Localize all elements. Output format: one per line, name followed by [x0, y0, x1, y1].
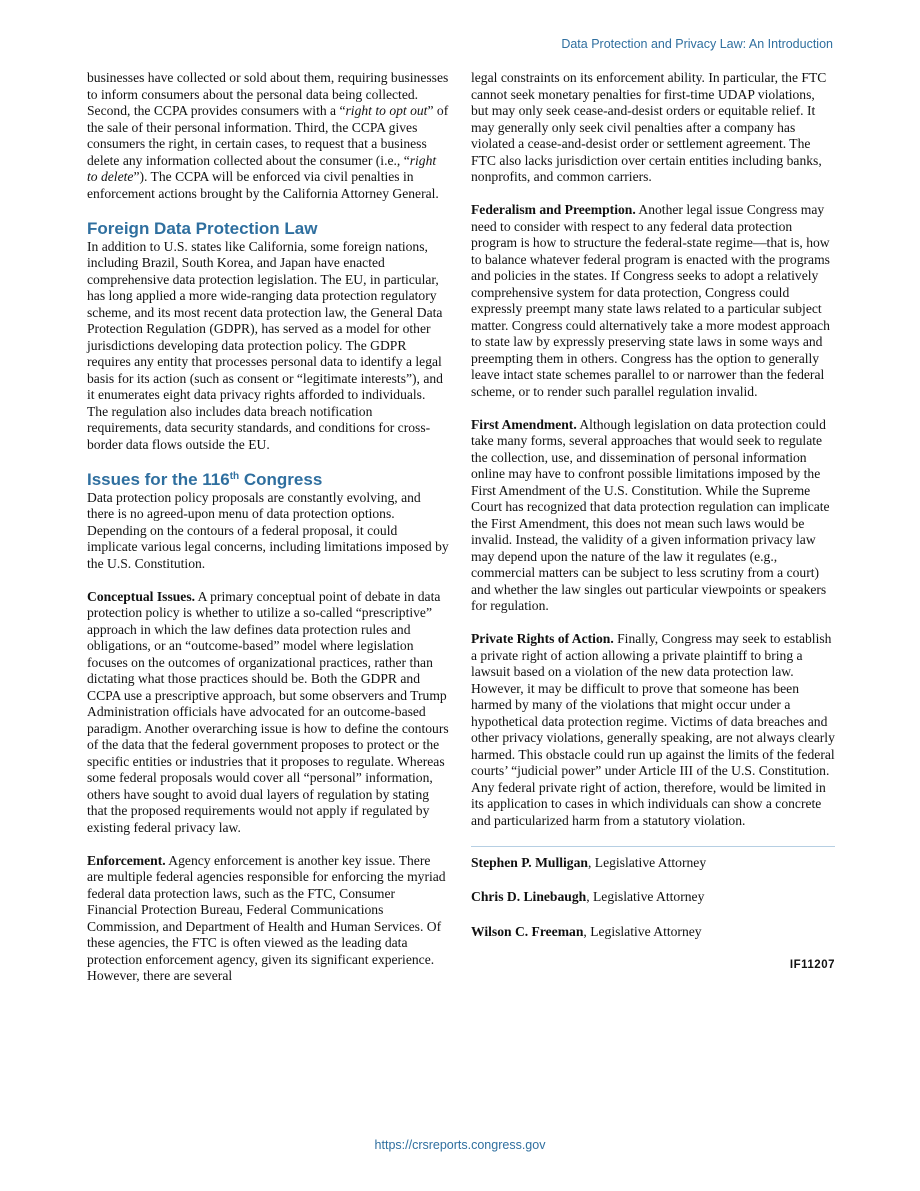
enforcement-continued-paragraph: legal constraints on its enforcement ability. In particular, the FTC cannot seek monetary penalties for first-time UDAP violations, but may only seek cease-and-desist orders or equitable relief. It may generally only seek civil penalties after a company has violated a cease-and-desist order or settlement agreement. The FTC also lacks jurisdiction over certain entities including banks, nonprofits, and common carriers. — [471, 70, 827, 184]
author-line — [471, 888, 835, 906]
intro-paragraph — [87, 70, 449, 202]
intro-text-2: ” of the sale of their personal information. Third, the CCPA gives consumers the right, in certain cases, to request that a business delete any information collected about the consumer (i.e., “ — [87, 103, 449, 168]
foreign-law-heading: Foreign Data Protection Law — [87, 218, 318, 238]
first-amendment-lead: First Amendment. — [471, 416, 577, 432]
intro-text-1: businesses have collected or sold about them, requiring businesses to inform consumers about the personal data being collected. Second, the CCPA provides consumers with a “ — [87, 70, 449, 118]
author-divider — [471, 846, 835, 847]
private-rights-lead: Private Rights of Action. — [471, 631, 614, 646]
conceptual-issues-lead: Conceptual Issues. — [87, 588, 196, 604]
enforcement-paragraph — [87, 853, 449, 985]
foreign-law-paragraph: In addition to U.S. states like California, some foreign nations, including Brazil, South Korea, and Japan have enacted comprehensive data protection legislation. The EU, in particular, has long applied a more wide-ranging data protection regulatory scheme, and its most recent data protection law, the General Data Protection Regulation (GDPR), has served as a model for other jurisdictions developing data protection policy. The GDPR requires any entity that processes personal data to identify a legal basis for its action (such as consent or “legitimate interests”), and it enumerates eight data privacy rights afforded to individuals. The regulation also includes data breach notification requirements, data security standards, and conditions for cross-border data flows outside the EU. — [87, 238, 443, 452]
author-name: Stephen P. Mulligan — [471, 854, 588, 870]
issues-paragraph: Data protection policy proposals are constantly evolving, and there is no agreed-upon menu of data protection options. Depending on the contours of a federal proposal, it could implicate various legal concerns, including limitations imposed by the U.S. Constitution. — [87, 489, 449, 571]
author-title: , Legislative Attorney — [583, 923, 702, 939]
issues-heading-post: Congress — [239, 469, 323, 489]
federalism-paragraph — [471, 202, 835, 400]
enforcement-body: Agency enforcement is another key issue. There are multiple federal agencies responsible for enforcing the myriad federal data protection laws, such as the FTC, Consumer Financial Protection Bureau, Federal Communications Commission, and Department of Health and Human Services. Of these agencies, the FTC is often viewed as the leading data protection enforcement agency, given its significant experience. However, there are several — [87, 852, 446, 983]
intro-text-3: ”). The CCPA will be enforced via civil penalties in enforcement actions brought by the California Attorney General. — [87, 169, 439, 201]
issues-heading — [87, 470, 449, 490]
report-id: IF11207 — [789, 959, 835, 971]
author-name: Wilson C. Freeman — [471, 923, 584, 939]
first-amendment-body: Although legislation on data protection could take many forms, several approaches that would seek to regulate the collection, use, and dissemination of personal information online may have to confront possible limitations imposed by the First Amendment of the U.S. Constitution. While the Supreme Court has recognized that data protection regulation can implicate the First Amendment, this does not mean such laws would be invalid. Instead, the validity of a given information privacy law may depend upon the nature of the law it regulates (e.g., commercial matters can be subject to less scrutiny from a court) and whether the law singles out particular viewpoints or speakers for regulation. — [471, 416, 830, 613]
author-name: Chris D. Linebaugh — [471, 889, 587, 904]
private-rights-paragraph — [471, 631, 835, 829]
issues-heading-sup: th — [229, 470, 240, 482]
federalism-body: Another legal issue Congress may need to consider with respect to any federal data protection program is how to structure the federal-state regime—that is, how to balance whatever federal program is enacted with the programs and policies in the states. If Congress seeks to adopt a relatively comprehensive system for data protection, Congress could expressly preempt many state laws related to a particular subject matter. Congress could alternatively take a more modest approach to state law by expressly preserving state laws in some ways and preempting them in others. Congress has the option to generally leave intact state schemes parallel to or narrower than the federal scheme, or to render such parallel regulation invalid. — [471, 202, 830, 399]
private-rights-body: Finally, Congress may seek to establish a private right of action allowing a private plaintiff to bring a lawsuit based on a violation of the new data protection law. However, it may be difficult to prove that someone has been harmed by many of the violations that might occur under a hypothetical data protection regime. Victims of data breaches and other privacy violations, generally speaking, are not always clearly harmed. This obstacle could run up against the limits of the federal courts’ “judicial power” under Article III of the U.S. Constitution. Any federal private right of action, therefore, would be limited in its application to cases in which individuals can show a concrete and particularized harm from a statutory violation. — [471, 631, 835, 828]
footer-url-link[interactable]: https://crsreports.congress.gov — [374, 1138, 546, 1152]
running-header-title: Data Protection and Privacy Law: An Introduction — [561, 37, 833, 51]
author-title: , Legislative Attorney — [587, 854, 707, 870]
issues-heading-pre: Issues for the 116 — [87, 469, 230, 489]
enforcement-lead: Enforcement. — [87, 852, 166, 868]
intro-italic-opt-out: right to opt out — [345, 103, 428, 118]
author-title: , Legislative Attorney — [586, 889, 705, 904]
first-amendment-paragraph — [471, 417, 835, 615]
intro-italic-delete: right to delete — [87, 152, 437, 184]
federalism-lead: Federalism and Preemption. — [471, 202, 636, 217]
right-column — [471, 70, 835, 974]
conceptual-issues-paragraph — [87, 589, 449, 837]
author-line — [471, 923, 835, 941]
left-column — [87, 70, 449, 985]
conceptual-issues-body: A primary conceptual point of debate in data protection policy is whether to utilize a so-called “prescriptive” approach in which the law defines data protection rules and obligations, or an “outcome-based” model where legislation focuses on the outcomes of organizational practices, rather than dictating what those practices should be. Both the GDPR and CCPA use a prescriptive approach, but some observers and Trump Administration officials have advocated for an outcome-based paradigm. Another overarching issue is how to define the contours of the data that the federal government proposes to protect or the specific entities or industries that it proposes to regulate. Whereas some federal proposals would cover all “personal” information, others have sought to avoid dual layers of regulation by stating that the proposed requirements would not apply if regulated by existing federal privacy law. — [87, 588, 449, 835]
author-line — [471, 854, 835, 872]
